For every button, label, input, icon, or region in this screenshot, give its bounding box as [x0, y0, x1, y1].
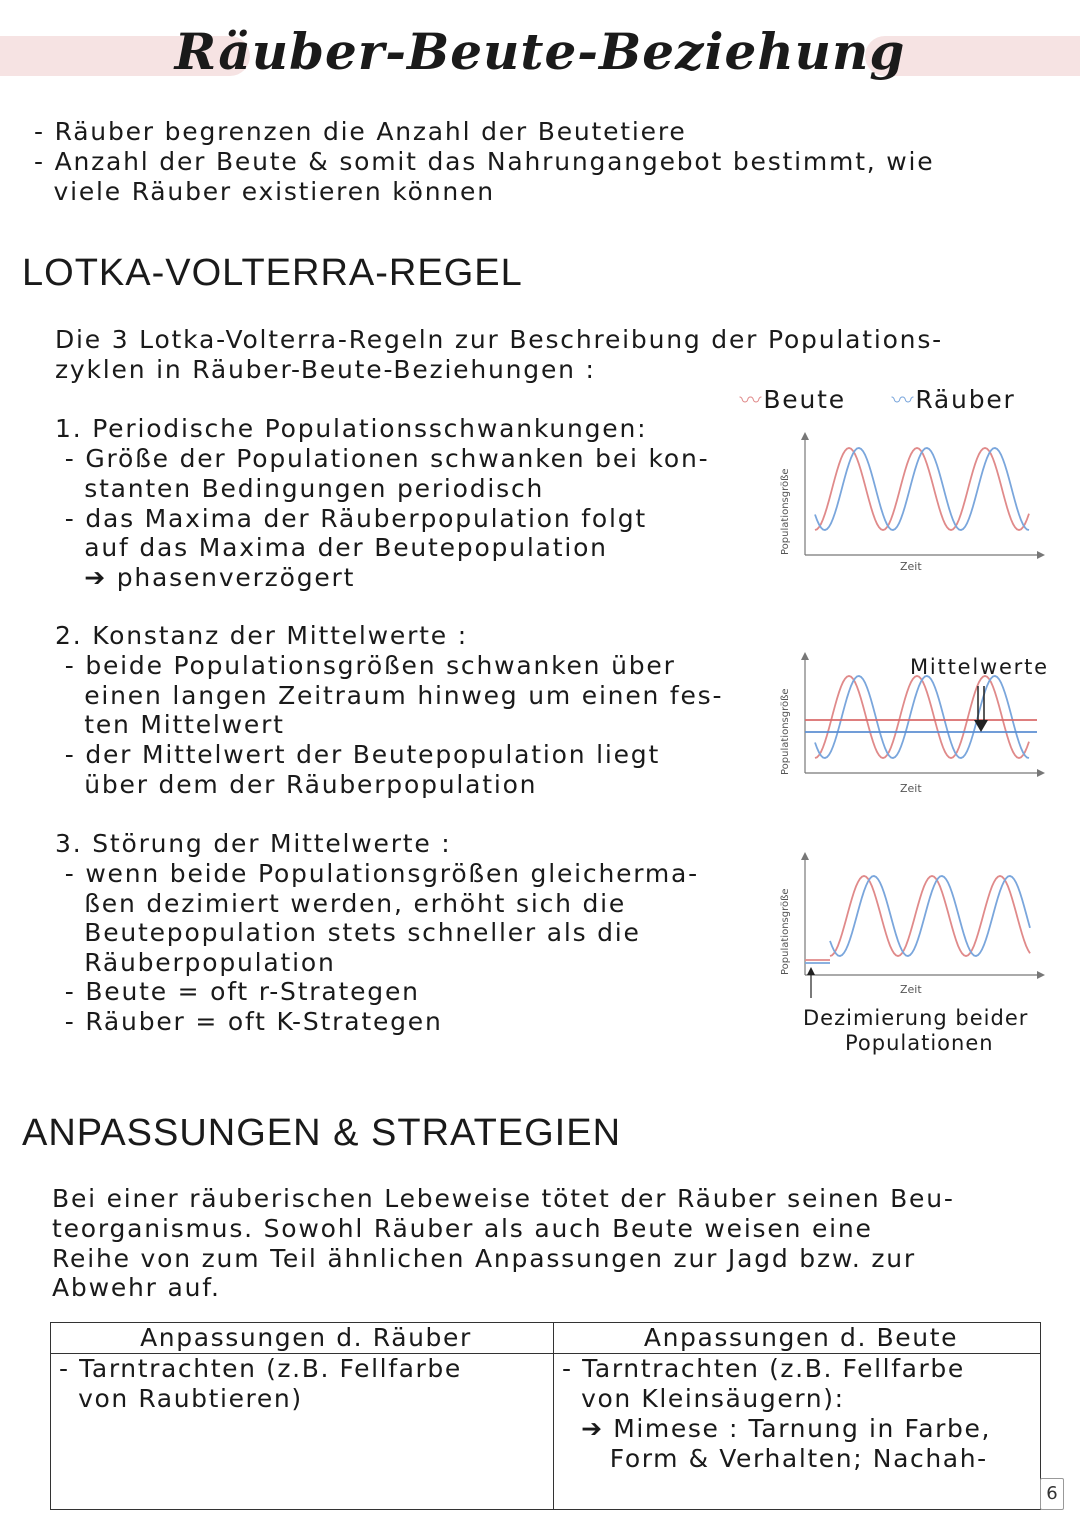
- rule1-line: stanten Bedingungen periodisch: [55, 474, 545, 503]
- mittelwerte-label: Mittelwerte: [910, 655, 1049, 679]
- anpassungen-paragraph-line: teorganismus. Sowohl Räuber als auch Beute weisen eine: [52, 1214, 873, 1243]
- rule3-line: - Beute = oft r-Strategen: [55, 977, 420, 1006]
- rule1-line: - Größe der Populationen schwanken bei kon-: [55, 444, 710, 473]
- page-number: 6: [1040, 1478, 1064, 1510]
- rule1-line: ➔ phasenverzögert: [55, 563, 356, 592]
- rule2-line: - der Mittelwert der Beutepopulation liegt: [55, 740, 661, 769]
- predator-curve: [815, 676, 1029, 758]
- intro-line-1: - Räuber begrenzen die Anzahl der Beutetiere: [34, 117, 687, 146]
- table-cell-raeuber: - Tarntrachten (z.B. Fellfarbe von Raubtieren): [51, 1354, 554, 1510]
- rule2-title: 2. Konstanz der Mittelwerte :: [55, 621, 468, 650]
- graph2-ylabel: Populationsgröße: [780, 688, 791, 775]
- rule2-line: ten Mittelwert: [55, 710, 285, 739]
- rule1-line: auf das Maxima der Beutepopulation: [55, 533, 608, 562]
- anpassungen-paragraph-line: Reihe von zum Teil ähnlichen Anpassungen zur Jagd bzw. zur: [52, 1244, 916, 1273]
- page-title: Räuber-Beute-Beziehung: [174, 22, 906, 81]
- rule1-title: 1. Periodische Populationsschwankungen:: [55, 414, 648, 443]
- intro-line-3: viele Räuber existieren können: [34, 177, 495, 206]
- legend-raeuber-swatch-icon: 〰: [891, 389, 916, 414]
- graph2-xlabel: Zeit: [900, 782, 922, 795]
- rule2-line: - beide Populationsgrößen schwanken über: [55, 651, 676, 680]
- rule1-line: - das Maxima der Räuberpopulation folgt: [55, 504, 648, 533]
- rule2-line: einen langen Zeitraum hinweg um einen fes-: [55, 681, 724, 710]
- lotka-intro-line-1: Die 3 Lotka-Volterra-Regeln zur Beschreibung der Populations-: [55, 325, 943, 354]
- dezimierung-label-2: Populationen: [845, 1031, 994, 1055]
- legend-beute-swatch-icon: 〰: [739, 389, 764, 414]
- prey-curve: [815, 676, 1029, 758]
- legend-beute-label: Beute: [763, 385, 846, 414]
- legend-beute: [720, 355, 846, 417]
- graph-mean-values: [775, 650, 1045, 790]
- graph-periodic: [775, 430, 1045, 580]
- rule3-line: ßen dezimiert werden, erhöht sich die: [55, 889, 627, 918]
- graph1-ylabel: Populationsgröße: [780, 468, 791, 555]
- predator-curve: [830, 876, 1030, 956]
- anpassungen-paragraph-line: Bei einer räuberischen Lebeweise tötet der Räuber seinen Beu-: [52, 1184, 955, 1213]
- prey-curve: [830, 876, 1030, 956]
- dezimierung-label-1: Dezimierung beider: [803, 1006, 1029, 1030]
- graph-disturbance: [775, 850, 1045, 1000]
- table-header-raeuber: Anpassungen d. Räuber: [51, 1323, 554, 1354]
- legend-raeuber: [872, 355, 1016, 417]
- graph3-xlabel: Zeit: [900, 983, 922, 996]
- section-heading-lotka: LOTKA-VOLTERRA-REGEL: [22, 252, 523, 294]
- adaptations-table: [50, 1322, 1041, 1510]
- table-header-beute: Anpassungen d. Beute: [554, 1323, 1041, 1354]
- graph1-xlabel: Zeit: [900, 560, 922, 573]
- prey-curve: [815, 448, 1029, 530]
- lotka-intro-line-2: zyklen in Räuber-Beute-Beziehungen :: [55, 355, 596, 384]
- legend-raeuber-label: Räuber: [915, 385, 1016, 414]
- section-heading-anpassungen: ANPASSUNGEN & STRATEGIEN: [22, 1112, 622, 1154]
- intro-line-2: - Anzahl der Beute & somit das Nahrungangebot bestimmt, wie: [34, 147, 935, 176]
- rule3-line: - Räuber = oft K-Strategen: [55, 1007, 443, 1036]
- rule3-line: Beutepopulation stets schneller als die: [55, 918, 641, 947]
- rule3-line: - wenn beide Populationsgrößen gleicherma-: [55, 859, 700, 888]
- rule2-line: über dem der Räuberpopulation: [55, 770, 538, 799]
- table-cell-beute: - Tarntrachten (z.B. Fellfarbe von Kleinsäugern): ➔ Mimese : Tarnung in Farbe, Form & Verhalten; Nachah-: [554, 1354, 1041, 1510]
- rule3-title: 3. Störung der Mittelwerte :: [55, 829, 452, 858]
- anpassungen-paragraph-line: Abwehr auf.: [52, 1273, 221, 1302]
- predator-curve: [815, 448, 1029, 530]
- rule3-line: Räuberpopulation: [55, 948, 336, 977]
- graph3-ylabel: Populationsgröße: [780, 888, 791, 975]
